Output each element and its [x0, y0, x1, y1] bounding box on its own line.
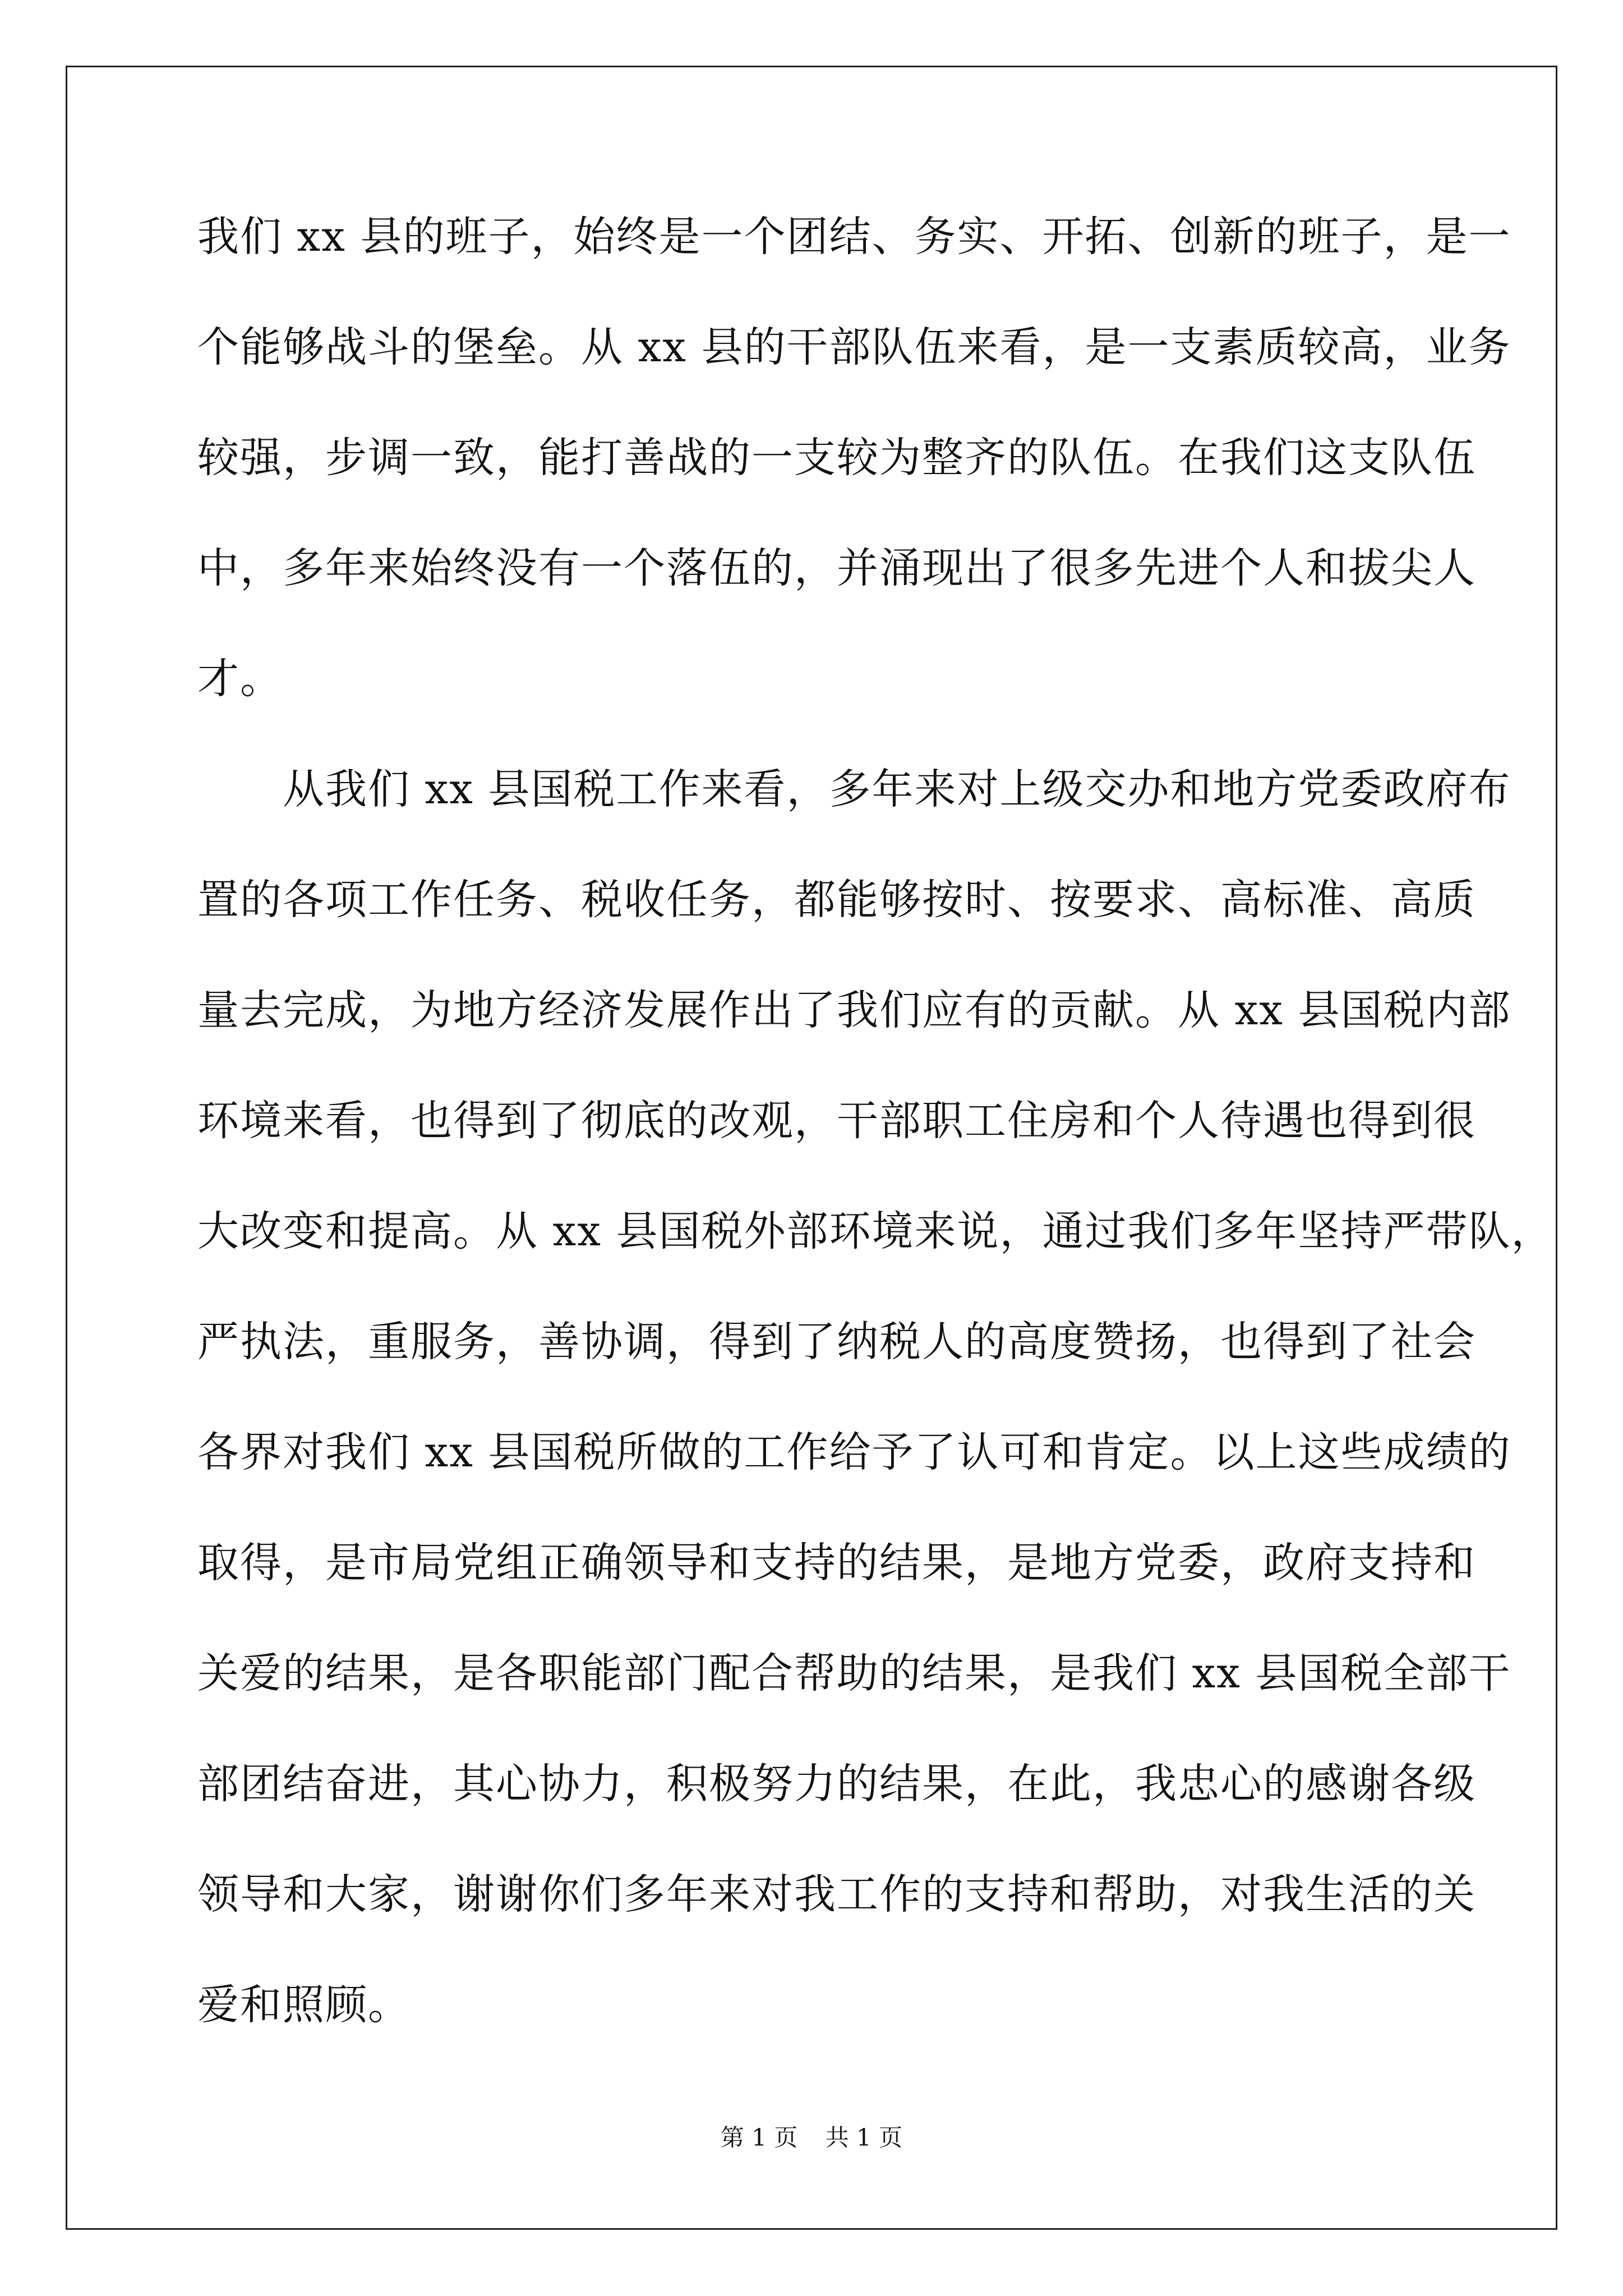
text-line: 个能够战斗的堡垒。从 xx 县的干部队伍来看，是一支素质较高，业务 [197, 323, 1511, 371]
text-line: 各界对我们 xx 县国税所做的工作给予了认可和肯定。以上这些成绩的 [197, 1428, 1511, 1476]
page-number: 第 1 页 [720, 2124, 798, 2151]
text-line: 中，多年来始终没有一个落伍的，并涌现出了很多先进个人和拔尖人 [197, 544, 1476, 592]
text-line: 从我们 xx 县国税工作来看，多年来对上级交办和地方党委政府布 [197, 765, 1511, 813]
text-line: 大改变和提高。从 xx 县国税外部环境来说，通过我们多年坚持严带队， [197, 1207, 1554, 1255]
text-line: 爱和照顾。 [197, 1981, 411, 2029]
page-footer [0, 2126, 1623, 2150]
text-line: 才。 [197, 655, 283, 703]
text-line: 置的各项工作任务、税收任务，都能够按时、按要求、高标准、高质 [197, 876, 1476, 924]
text-line: 关爱的结果，是各职能部门配合帮助的结果，是我们 xx 县国税全部干 [197, 1649, 1511, 1697]
text-line: 取得，是市局党组正确领导和支持的结果，是地方党委，政府支持和 [197, 1539, 1476, 1587]
text-line: 量去完成，为地方经济发展作出了我们应有的贡献。从 xx 县国税内部 [197, 986, 1511, 1034]
body-text [197, 213, 1554, 2095]
text-line: 部团结奋进，其心协力，积极努力的结果，在此，我忠心的感谢各级 [197, 1760, 1476, 1808]
text-line: 我们 xx 县的班子，始终是一个团结、务实、开拓、创新的班子，是一 [197, 213, 1511, 261]
text-line: 环境来看，也得到了彻底的改观，干部职工住房和个人待遇也得到很 [197, 1097, 1476, 1145]
text-line: 严执法，重服务，善协调，得到了纳税人的高度赞扬，也得到了社会 [197, 1318, 1476, 1366]
text-line: 较强，步调一致，能打善战的一支较为整齐的队伍。在我们这支队伍 [197, 434, 1476, 482]
page-total: 共 1 页 [825, 2124, 903, 2151]
text-line: 领导和大家，谢谢你们多年来对我工作的支持和帮助，对我生活的关 [197, 1870, 1476, 1918]
